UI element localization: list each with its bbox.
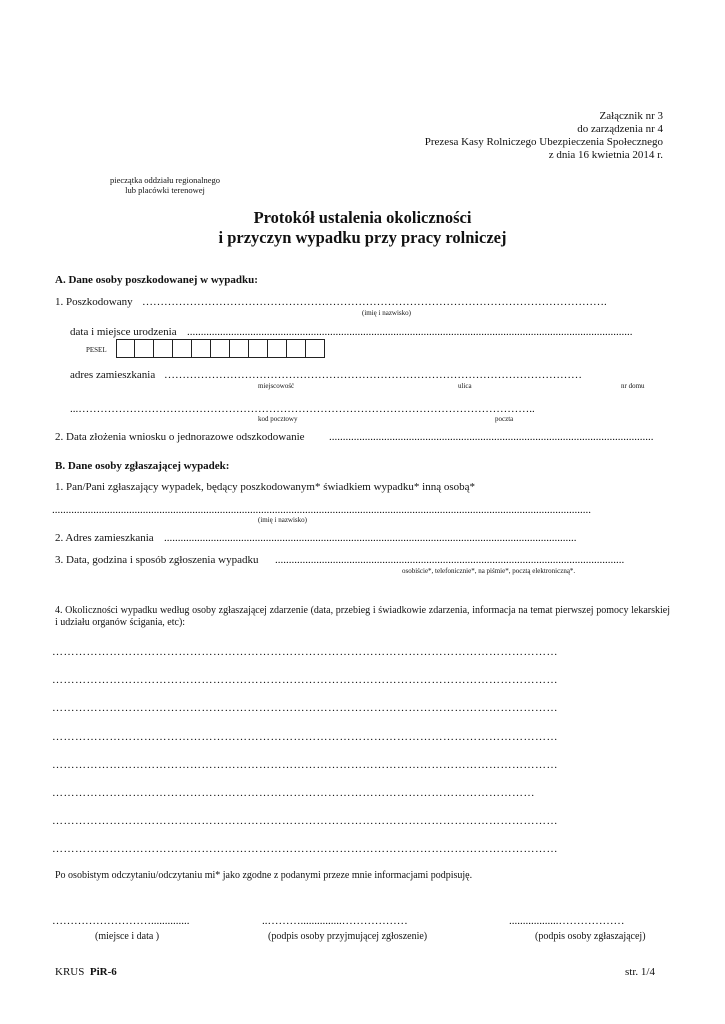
pesel-digit[interactable] bbox=[173, 339, 192, 358]
reporter-signature-field[interactable]: ..................……………… bbox=[509, 915, 625, 927]
reporter-signature-label: (podpis osoby zgłaszającej) bbox=[535, 931, 646, 942]
title-line-1: Protokół ustalenia okoliczności bbox=[253, 208, 472, 227]
receiver-signature-label: (podpis osoby przyjmującej zgłoszenie) bbox=[268, 931, 428, 942]
injured-field[interactable]: ………………………………………………………………………………………………………………. bbox=[142, 296, 607, 308]
pesel-digit[interactable] bbox=[306, 339, 325, 358]
post-office-hint: poczta bbox=[495, 415, 514, 423]
reporter-label: 1. Pan/Pani zgłaszający wypadek, będący poszkodowanym* świadkiem wypadku* inną osobą* bbox=[55, 481, 476, 493]
circumstances-line[interactable]: …………………………………………………………………………………………………………………… bbox=[52, 646, 558, 658]
receiver-signature-field[interactable]: ..………...............……………… bbox=[262, 915, 408, 927]
statement-text: Po osobistym odczytaniu/odczytaniu mi* jako zgodne z podanymi przeze mnie informacjami podpisuję. bbox=[55, 870, 473, 881]
address-label: adres zamieszkania bbox=[70, 369, 156, 381]
pesel-digit[interactable] bbox=[116, 339, 135, 358]
reporter-address-label: 2. Adres zamieszkania bbox=[55, 532, 154, 544]
reporter-address-field[interactable]: ...................................................................................................................................................... bbox=[164, 532, 577, 544]
page-number: str. 1/4 bbox=[625, 966, 655, 978]
circumstances-line[interactable]: …………………………………………………………………………………………………………………… bbox=[52, 731, 558, 743]
stamp-line-2: lub placówki terenowej bbox=[125, 185, 205, 195]
reporter-field[interactable]: .................................................................................................................................................................................................... bbox=[52, 504, 591, 516]
title-line-2: i przyczyn wypadku przy pracy rolniczej bbox=[218, 228, 507, 247]
street-hint: ulica bbox=[458, 382, 472, 390]
birth-field[interactable]: .................................................................................................................................................................. bbox=[187, 326, 633, 338]
pesel-digit[interactable] bbox=[287, 339, 306, 358]
header-line-2: do zarządzenia nr 4 bbox=[577, 123, 663, 135]
pesel-digit[interactable] bbox=[192, 339, 211, 358]
header-line-1: Załącznik nr 3 bbox=[599, 110, 663, 122]
birth-label: data i miejsce urodzenia bbox=[70, 326, 177, 338]
circumstances-line[interactable]: …………………………………………………………………………………………………………………… bbox=[52, 674, 558, 686]
claim-date-label: 2. Data złożenia wniosku o jednorazowe odszkodowanie bbox=[55, 431, 305, 443]
place-date-label: (miejsce i data ) bbox=[95, 931, 160, 942]
report-field[interactable]: ............................................................................................................................... bbox=[275, 554, 625, 566]
header-line-3: Prezesa Kasy Rolniczego Ubezpieczenia Społecznego bbox=[424, 136, 663, 148]
pesel-digit[interactable] bbox=[154, 339, 173, 358]
footer-code bbox=[55, 966, 117, 979]
pesel-input[interactable] bbox=[116, 339, 325, 358]
postcode-hint: kod pocztowy bbox=[258, 415, 298, 423]
claim-date-field[interactable]: ...................................................................................................................... bbox=[329, 431, 654, 443]
form-code: PiR-6 bbox=[89, 966, 117, 978]
address-field[interactable]: …………………………………………………………………………………………………… bbox=[164, 369, 582, 381]
injured-label: 1. Poszkodowany bbox=[55, 296, 133, 308]
pesel-digit[interactable] bbox=[211, 339, 230, 358]
section-a-heading: A. Dane osoby poszkodowanej w wypadku: bbox=[55, 274, 258, 286]
footer-org: KRUS bbox=[55, 966, 85, 978]
circumstances-line[interactable]: …………………………………………………………………………………………………………………… bbox=[52, 815, 558, 827]
pesel-digit[interactable] bbox=[249, 339, 268, 358]
circumstances-line[interactable]: …………………………………………………………………………………………………………………… bbox=[52, 702, 558, 714]
stamp-line-1: pieczątka oddziału regionalnego bbox=[110, 175, 220, 185]
header-line-4: z dnia 16 kwietnia 2014 r. bbox=[548, 149, 663, 161]
report-method-hint: osobiście*, telefonicznie*, na piśmie*, pocztą elektroniczną*. bbox=[402, 567, 576, 575]
circumstances-line[interactable]: …………………………………………………………………………………………………………………… bbox=[52, 759, 558, 771]
circumstances-line[interactable]: …………………………………………………………………………………………………………………… bbox=[52, 843, 558, 855]
pesel-label: PESEL bbox=[86, 346, 107, 354]
address2-field[interactable]: ...…………………………………………………………………………………………………………….. bbox=[70, 403, 535, 415]
place-hint: miejscowość bbox=[258, 382, 295, 390]
pesel-digit[interactable] bbox=[135, 339, 154, 358]
pesel-digit[interactable] bbox=[268, 339, 287, 358]
report-label: 3. Data, godzina i sposób zgłoszenia wypadku bbox=[55, 554, 259, 566]
injured-name-hint: (imię i nazwisko) bbox=[362, 309, 411, 317]
section-b-heading: B. Dane osoby zgłaszającej wypadek: bbox=[55, 460, 230, 472]
reporter-name-hint: (imię i nazwisko) bbox=[258, 516, 307, 524]
place-date-field[interactable]: ……………………….............. bbox=[52, 915, 190, 927]
house-number-hint: nr domu bbox=[621, 382, 645, 390]
pesel-digit[interactable] bbox=[230, 339, 249, 358]
circumstances-text: 4. Okoliczności wypadku według osoby zgłaszającej zdarzenie (data, przebieg i świadkowie zdarzenia, informacja na temat pierwszej pomocy lekarskiej i udziału organów ścigania, etc): bbox=[55, 605, 670, 628]
circumstances-line[interactable]: ……………………………………………………………………………………………………………… bbox=[52, 787, 535, 799]
circumstances-label bbox=[55, 605, 670, 629]
